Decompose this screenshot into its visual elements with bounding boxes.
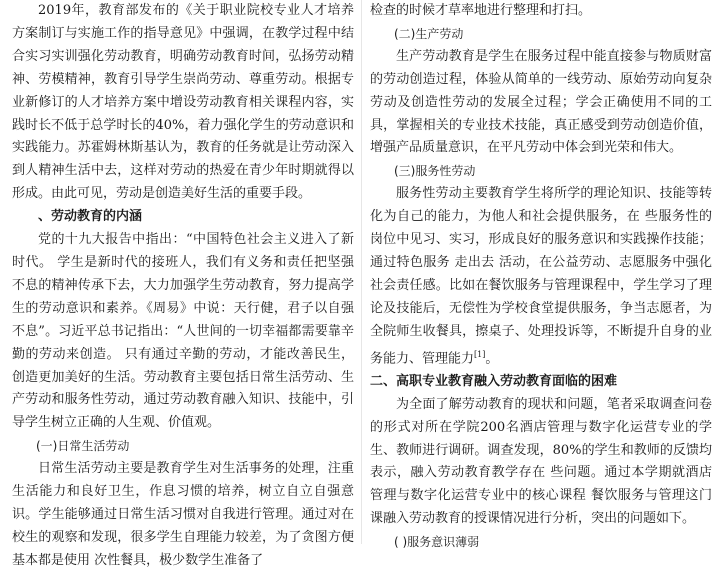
paragraph-production-labor: 生产劳动教育是学生在服务过程中能直接参与物质财富的劳动创造过程，体验从简单的一线劳动、原始劳动向复杂劳动及创造性劳动的发展全过程；学会正确使用不同的工具，掌握相关的专业技术技能，真正感受到劳动创造价值，增强产品质量意识，在平凡劳动中体会到光荣和伟大。 bbox=[370, 48, 712, 156]
citation-ref: [1] bbox=[474, 349, 486, 359]
paragraph-intro: 2019年，教育部发布的《关于职业院校专业人才培养方案制订与实施工作的指导意见》中强调，在教学过程中结合实习实训强化劳动教育，明确劳动教育时间，弘扬劳动精神、劳模精神，教育引导学生崇尚劳动、尊重劳动。根据专业新修订的人才培养方案中增设劳动教育相关课程内容，实践时长不低于总学时长的40%，着力强化学生的劳动意识和实践能力。苏霍姆林斯基认为，教育的任务就是让劳动深入到人精神生活中去，这样对劳动的热爱在青少年时期就得以形成。由此可见，劳动是创造美好生活的重要手段。 bbox=[12, 3, 354, 202]
subheading-production-labor: (二)生产劳动 bbox=[394, 26, 464, 41]
section-heading-difficulty: 二、高职专业教育融入劳动教育面临的困难 bbox=[370, 373, 618, 389]
paragraph-service-labor bbox=[370, 183, 712, 371]
subheading-daily-labor: (一)日常生活劳动 bbox=[36, 439, 130, 454]
right-column bbox=[370, 0, 712, 550]
paragraph-continuation: 检查的时候才草率地进行整理和打扫。 bbox=[370, 3, 592, 18]
subheading-service-labor: (三)服务性劳动 bbox=[394, 164, 476, 179]
service-labor-text: 服务性劳动主要教育学生将所学的理论知识、技能等转化为自己的能力，为他人和社会提供服务，在 些服务性的岗位中见习、实习，形成良好的服务意识和实践操作技能；通过特色服务 走出去 活动，在公益劳动、志愿服务中强化社会责任感。比如在餐饮服务与管理课程中，学生学习了理论及技能后，无偿性为学校食堂提供服务，争当志愿者，为全院师生收餐具，擦桌子、处理投诉等，不断提升自身的业务能力、管理能力 bbox=[370, 186, 712, 366]
paragraph-connotation: 党的十九大报告中指出：“中国特色社会主义进入了新时代。 学生是新时代的接班人，我们有义务和责任把坚强不息的精神传承下去，大力加强学生劳动教育，努力提高学生的劳动意识和素养。《周易》中说：天行健，君子以自强不息”。习近平总书记指出：“人世间的一切幸福都需要靠辛勤的劳动来创造。 只有通过辛勤的劳动，才能改善民生，创造更加美好的生活。劳动教育主要包括日常生活劳动、生产劳动和服务性劳动，通过劳动教育融入知识、技能中，引导学生树立正确的人生观、价值观。 bbox=[12, 232, 354, 431]
paragraph-difficulty: 为全面了解劳动教育的现状和问题，笔者采取调查问卷的形式对所在学院200名酒店管理与数字化运营专业的学生、教师进行调研。调查发现，80%的学生和教师的反馈均表示，融入劳动教育教学存在 些问题。通过本学期就酒店管理与数字化运营专业中的核心课程 餐饮服务与管理这门课融入劳动教育的授课情况进行分析，突出的问题如下。 bbox=[370, 396, 712, 527]
paragraph-daily-labor: 日常生活劳动主要是教育学生对生活事务的处理，注重生活能力和良好卫生，作息习惯的培养，树立自立自强意识。学生能够通过日常生活习惯对自我进行管理。通过对在校生的观察和发现，很多学生自理能力较差，为了贪图方便基本都是使用 次性餐具，极少数学生准备了 bbox=[12, 461, 354, 568]
subheading-service-awareness: ( )服务意识薄弱 bbox=[394, 535, 480, 550]
left-column bbox=[12, 0, 354, 568]
section-heading-connotation: 、劳动教育的内涵 bbox=[38, 209, 143, 225]
column-divider bbox=[361, 0, 362, 544]
service-labor-end: 。 bbox=[485, 350, 499, 366]
